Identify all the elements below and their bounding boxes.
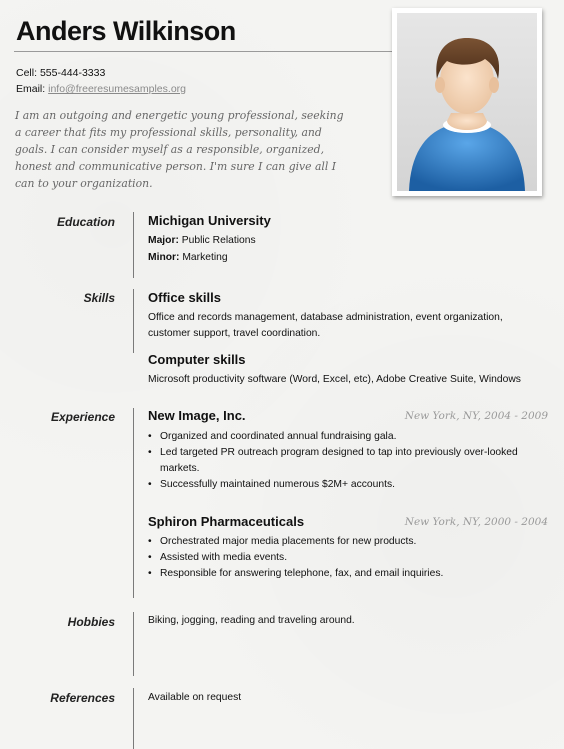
hobbies-text: Biking, jogging, reading and traveling around.	[148, 615, 355, 626]
references-divider	[133, 688, 134, 749]
minor-value: Marketing	[182, 252, 228, 263]
list-item: • Led targeted PR outreach program designed to tap into previously over-looked markets.	[148, 445, 538, 477]
computer-skills-title: Computer skills	[148, 352, 246, 367]
major-line	[148, 233, 256, 249]
cell-value: 555-444-3333	[39, 67, 106, 79]
cell-label: Cell:	[16, 67, 38, 79]
email-link[interactable]: info@freeresumesamples.org	[48, 83, 186, 95]
experience-divider	[133, 408, 134, 598]
section-label-skills: Skills	[83, 291, 115, 305]
list-item: • Orchestrated major media placements for new products.	[148, 534, 538, 550]
objective-text: I am an outgoing and energetic young professional, seeking a career that fits my professional skills, personality, and goals. I can consider myself as a responsible, organized, honest and communicative person. I'm sure I can give all I can to your organization.	[15, 109, 344, 190]
section-label-education: Education	[56, 215, 115, 229]
office-skills-line-1: Office and records management, database administration, event organization,	[148, 312, 503, 323]
email-line	[16, 83, 186, 95]
profile-photo	[392, 8, 542, 196]
candidate-name: Anders Wilkinson	[16, 16, 236, 46]
section-label-references: References	[50, 691, 115, 705]
list-item: • Organized and coordinated annual fundraising gala.	[148, 429, 538, 445]
header-divider	[14, 51, 394, 52]
job-1-duties	[148, 429, 538, 493]
email-label: Email:	[16, 83, 46, 95]
skills-divider	[133, 289, 134, 353]
job-location-1: New York, NY, 2004 - 2009	[404, 410, 548, 422]
list-item: • Assisted with media events.	[148, 550, 538, 566]
job-company-1: New Image, Inc.	[148, 408, 246, 423]
major-value: Public Relations	[181, 235, 256, 246]
section-label-experience: Experience	[50, 410, 115, 424]
cell-line	[16, 67, 105, 79]
office-skills-title: Office skills	[148, 290, 221, 305]
hobbies-divider	[133, 612, 134, 676]
school-name: Michigan University	[148, 213, 271, 228]
education-divider	[133, 212, 134, 278]
job-2-duties	[148, 534, 538, 582]
avatar-icon	[397, 13, 537, 191]
list-item: • Responsible for answering telephone, fax, and email inquiries.	[148, 566, 538, 582]
references-text: Available on request	[148, 692, 242, 703]
minor-label: Minor:	[148, 252, 180, 263]
minor-line	[148, 250, 228, 266]
computer-skills-text: Microsoft productivity software (Word, Excel, etc), Adobe Creative Suite, Windows	[148, 374, 521, 385]
list-item: • Successfully maintained numerous $2M+ accounts.	[148, 477, 538, 493]
major-label: Major:	[148, 235, 179, 246]
section-label-hobbies: Hobbies	[67, 615, 115, 629]
job-location-2: New York, NY, 2000 - 2004	[404, 516, 548, 528]
job-company-2: Sphiron Pharmaceuticals	[148, 514, 305, 529]
office-skills-line-2: customer support, travel coordination.	[148, 328, 321, 339]
